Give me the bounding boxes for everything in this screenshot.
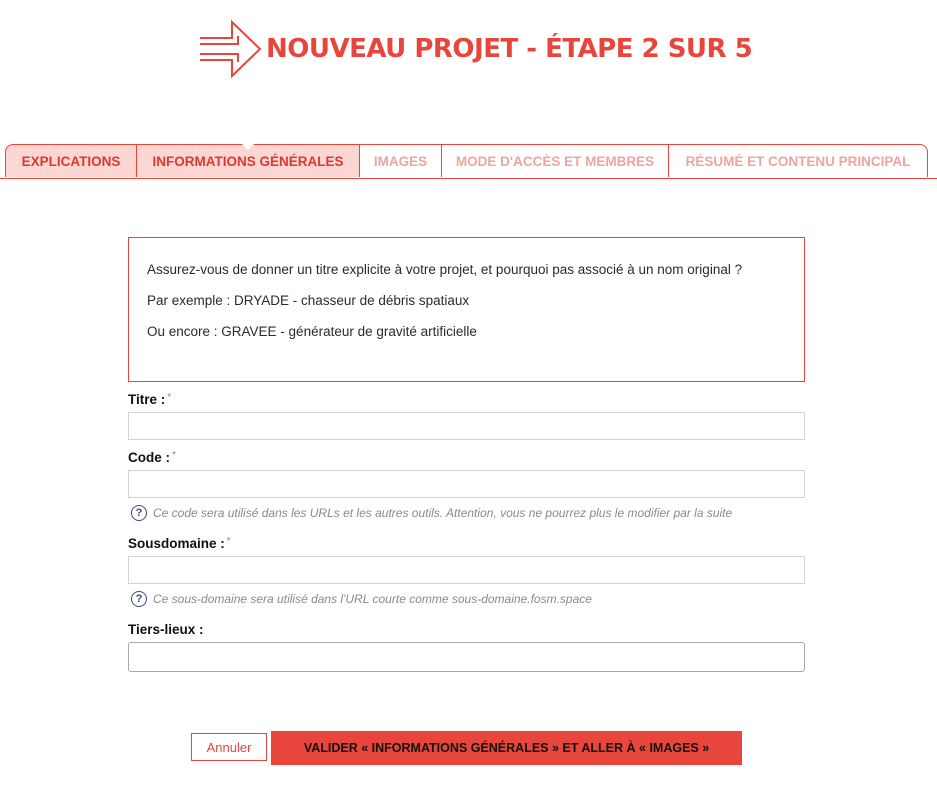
step-tabs bbox=[0, 144, 937, 179]
code-label-text: Code : bbox=[128, 450, 170, 465]
cancel-button[interactable]: Annuler bbox=[191, 733, 267, 761]
sousdomaine-label-text: Sousdomaine : bbox=[128, 536, 225, 551]
page-title: NOUVEAU PROJET - ÉTAPE 2 SUR 5 bbox=[266, 34, 753, 64]
required-marker: * bbox=[172, 450, 176, 461]
code-help-text: Ce code sera utilisé dans les URLs et les autres outils. Attention, vous ne pourrez plus le modifier par la suite bbox=[153, 506, 733, 520]
question-icon[interactable]: ? bbox=[131, 591, 147, 607]
info-line-2: Par exemple : DRYADE - chasseur de débris spatiaux bbox=[147, 293, 470, 308]
tabs-divider bbox=[0, 178, 937, 179]
titre-input[interactable] bbox=[128, 412, 805, 440]
tierslieux-label bbox=[128, 622, 204, 637]
info-line-1: Assurez-vous de donner un titre explicite à votre projet, et pourquoi pas associé à un nom original ? bbox=[147, 262, 743, 277]
tab-mode-acces-membres[interactable]: MODE D'ACCÈS ET MEMBRES bbox=[441, 144, 669, 177]
question-icon[interactable]: ? bbox=[131, 505, 147, 521]
titre-label-text: Titre : bbox=[128, 392, 166, 407]
titre-label bbox=[128, 392, 171, 407]
sousdomaine-input[interactable] bbox=[128, 556, 805, 584]
info-line-3: Ou encore : GRAVEE - générateur de gravité artificielle bbox=[147, 324, 477, 339]
tab-informations-generales[interactable]: INFORMATIONS GÉNÉRALES bbox=[136, 144, 360, 177]
required-marker: * bbox=[167, 392, 172, 403]
page-header bbox=[0, 14, 937, 84]
submit-next-button[interactable]: VALIDER « INFORMATIONS GÉNÉRALES » ET ALLER À « IMAGES » bbox=[271, 731, 742, 765]
sousdomaine-label bbox=[128, 536, 231, 551]
sousdomaine-help bbox=[131, 591, 592, 607]
required-marker: * bbox=[226, 536, 231, 547]
code-label bbox=[128, 450, 176, 465]
tab-resume-contenu[interactable]: RÉSUMÉ ET CONTENU PRINCIPAL bbox=[668, 144, 928, 177]
tierslieux-label-text: Tiers-lieux : bbox=[128, 622, 204, 637]
tab-images[interactable]: IMAGES bbox=[359, 144, 442, 177]
arrow-right-icon bbox=[198, 16, 264, 82]
tierslieux-input[interactable] bbox=[128, 642, 805, 672]
tab-explications[interactable]: EXPLICATIONS bbox=[5, 144, 137, 177]
info-box bbox=[128, 237, 805, 382]
code-help bbox=[131, 505, 732, 521]
code-input[interactable] bbox=[128, 470, 805, 498]
sousdomaine-help-text: Ce sous-domaine sera utilisé dans l'URL courte comme sous-domaine.fosm.space bbox=[153, 592, 592, 606]
